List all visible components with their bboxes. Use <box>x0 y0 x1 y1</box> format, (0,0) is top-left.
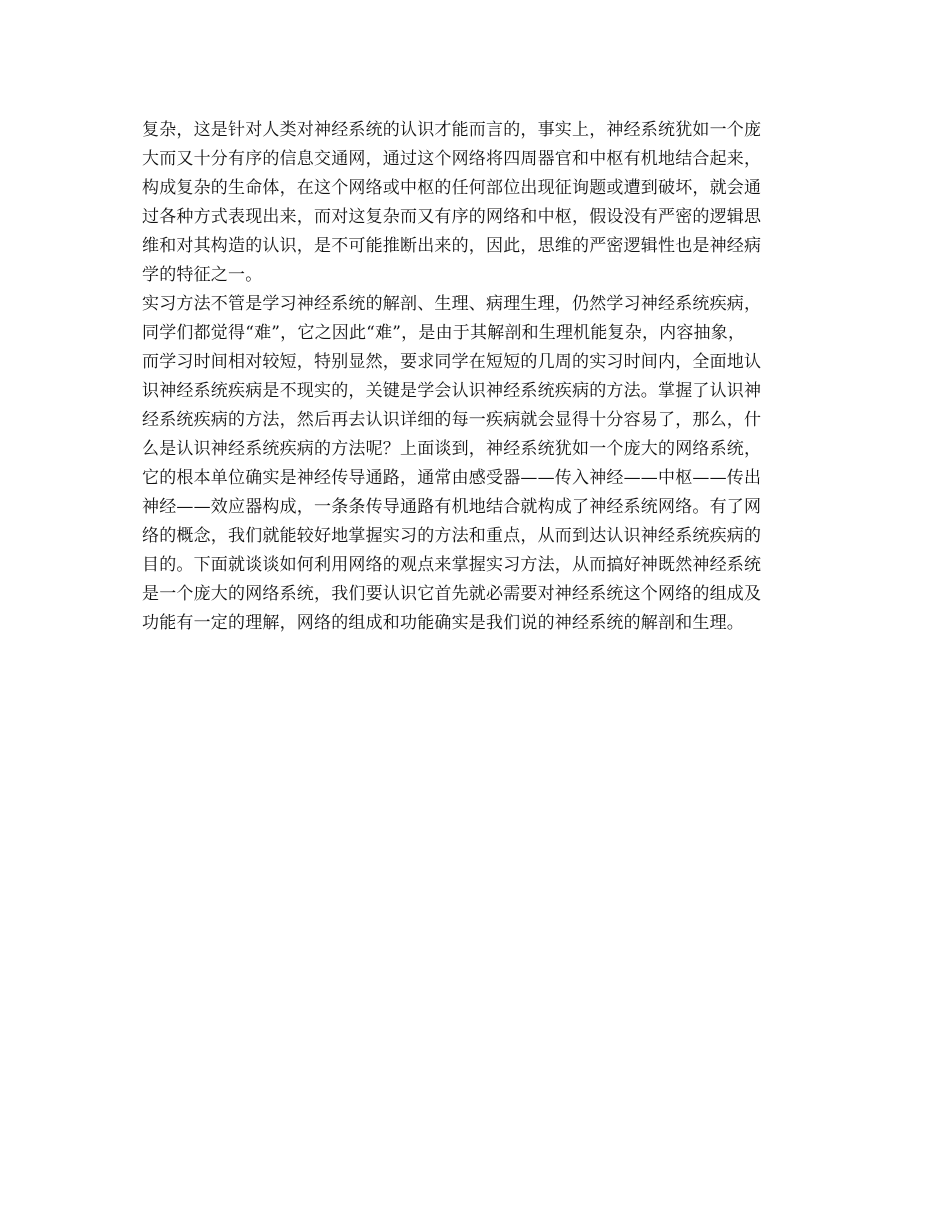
text-line: 是一个庞大的网络系统，我们要认识它首先就必需要对神经系统这个网络的组成及 <box>142 584 762 604</box>
text-line: 目的。下面就谈谈如何利用网络的观点来掌握实习方法，从而搞好神既然神经系统 <box>142 555 762 575</box>
text-line: 构成复杂的生命体，在这个网络或中枢的任何部位出现征询题或遭到破坏，就会通 <box>142 178 762 198</box>
text-line: 经系统疾病的方法，然后再去认识详细的每一疾病就会显得十分容易了，那么，什 <box>142 410 762 430</box>
text-line: 实习方法不管是学习神经系统的解剖、生理、病理生理，仍然学习神经系统疾病， <box>142 294 762 314</box>
text-line: 复杂，这是针对人类对神经系统的认识才能而言的，事实上，神经系统犹如一个庞 <box>142 120 762 140</box>
text-line: 维和对其构造的认识，是不可能推断出来的，因此，思维的严密逻辑性也是神经病 <box>142 236 762 256</box>
text-line: 学的特征之一。 <box>142 265 263 285</box>
text-line: 大而又十分有序的信息交通网，通过这个网络将四周器官和中枢有机地结合起来， <box>142 149 762 169</box>
text-line: 么是认识神经系统疾病的方法呢？上面谈到，神经系统犹如一个庞大的网络系统， <box>142 439 762 459</box>
text-line: 识神经系统疾病是不现实的，关键是学会认识神经系统疾病的方法。掌握了认识神 <box>142 381 762 401</box>
text-line: 同学们都觉得“难”，它之因此“难”，是由于其解剖和生理机能复杂，内容抽象， <box>142 323 746 343</box>
text-line: 功能有一定的理解，网络的组成和功能确实是我们说的神经系统的解剖和生理。 <box>142 613 744 633</box>
body-text <box>142 116 822 638</box>
text-line: 它的根本单位确实是神经传导通路，通常由感受器——传入神经——中枢——传出 <box>142 468 762 488</box>
text-line: 而学习时间相对较短，特别显然，要求同学在短短的几周的实习时间内，全面地认 <box>142 352 762 372</box>
text-line: 络的概念，我们就能较好地掌握实习的方法和重点，从而到达认识神经系统疾病的 <box>142 526 762 546</box>
text-line: 神经——效应器构成，一条条传导通路有机地结合就构成了神经系统网络。有了网 <box>142 497 762 517</box>
text-line: 过各种方式表现出来，而对这复杂而又有序的网络和中枢，假设没有严密的逻辑思 <box>142 207 762 227</box>
